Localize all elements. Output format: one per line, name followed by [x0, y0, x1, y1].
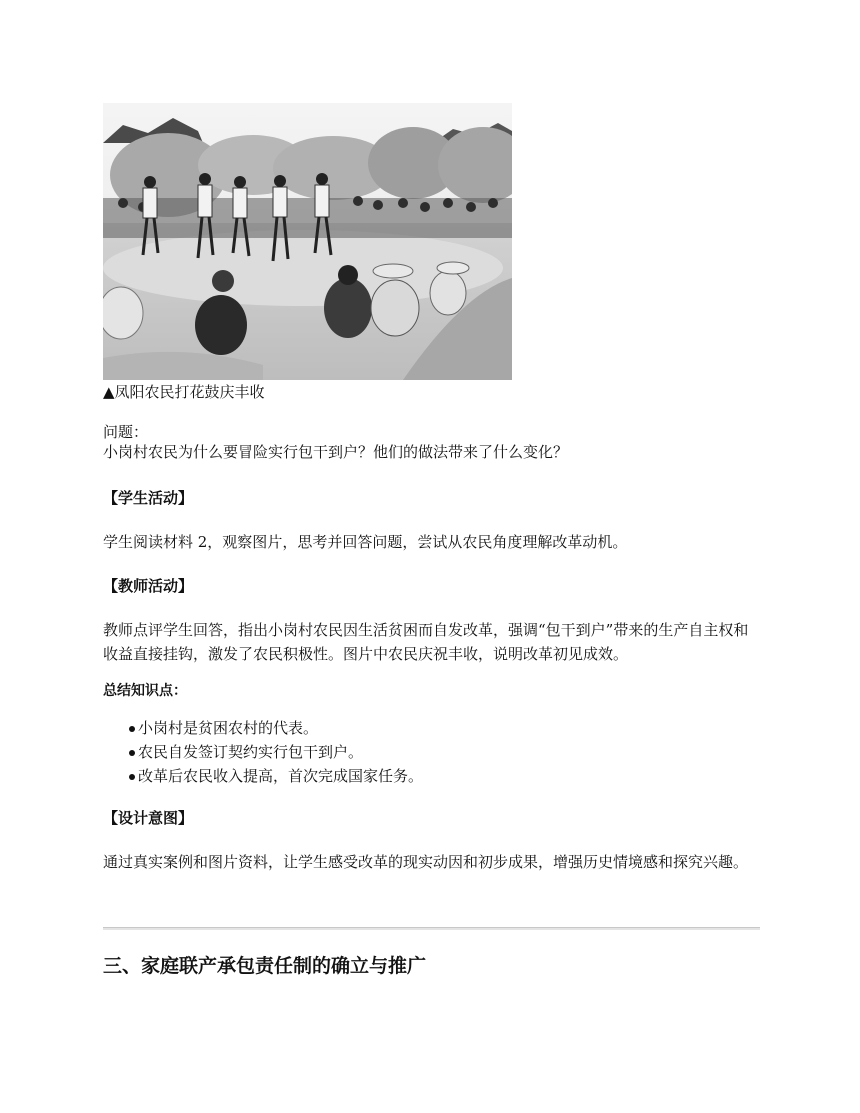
list-item: [103, 740, 423, 764]
section-divider: [103, 927, 760, 930]
design-intent-text: 通过真实案例和图片资料，让学生感受改革的现实动因和初步成果，增强历史情境感和探究兴趣。: [103, 853, 749, 871]
teacher-activity-text: 教师点评学生回答，指出小岗村农民因生活贫困而自发改革，强调“包干到户”带来的生产自主权和收益直接挂钩，激发了农民积极性。图片中农民庆祝丰收，说明改革初见成效。: [103, 621, 749, 663]
list-item-text: 改革后农民收入提高，首次完成国家任务。: [138, 767, 424, 785]
design-intent-heading: 【设计意图】: [103, 809, 194, 827]
photo-caption: ▲凤阳农民打花鼓庆丰收: [103, 383, 265, 401]
question-text: 小岗村农民为什么要冒险实行包干到户？他们的做法带来了什么变化？: [103, 443, 569, 461]
list-item: [103, 716, 423, 740]
bullet-icon: [129, 726, 135, 732]
photo-farmers-celebrating-harvest: [103, 103, 512, 380]
list-item: [103, 764, 423, 788]
student-activity-text: 学生阅读材料 2，观察图片，思考并回答问题，尝试从农民角度理解改革动机。: [103, 533, 628, 551]
teacher-activity-heading: 【教师活动】: [103, 577, 194, 595]
student-activity-heading: 【学生活动】: [103, 489, 194, 507]
section-title: 三、家庭联产承包责任制的确立与推广: [103, 955, 427, 977]
bullet-icon: [129, 750, 135, 756]
summary-heading: 总结知识点：: [103, 683, 187, 699]
summary-list: [103, 716, 423, 788]
list-item-text: 农民自发签订契约实行包干到户。: [138, 743, 364, 761]
question-label: 问题：: [103, 423, 149, 441]
bullet-icon: [129, 774, 135, 780]
list-item-text: 小岗村是贫困农村的代表。: [138, 719, 319, 737]
